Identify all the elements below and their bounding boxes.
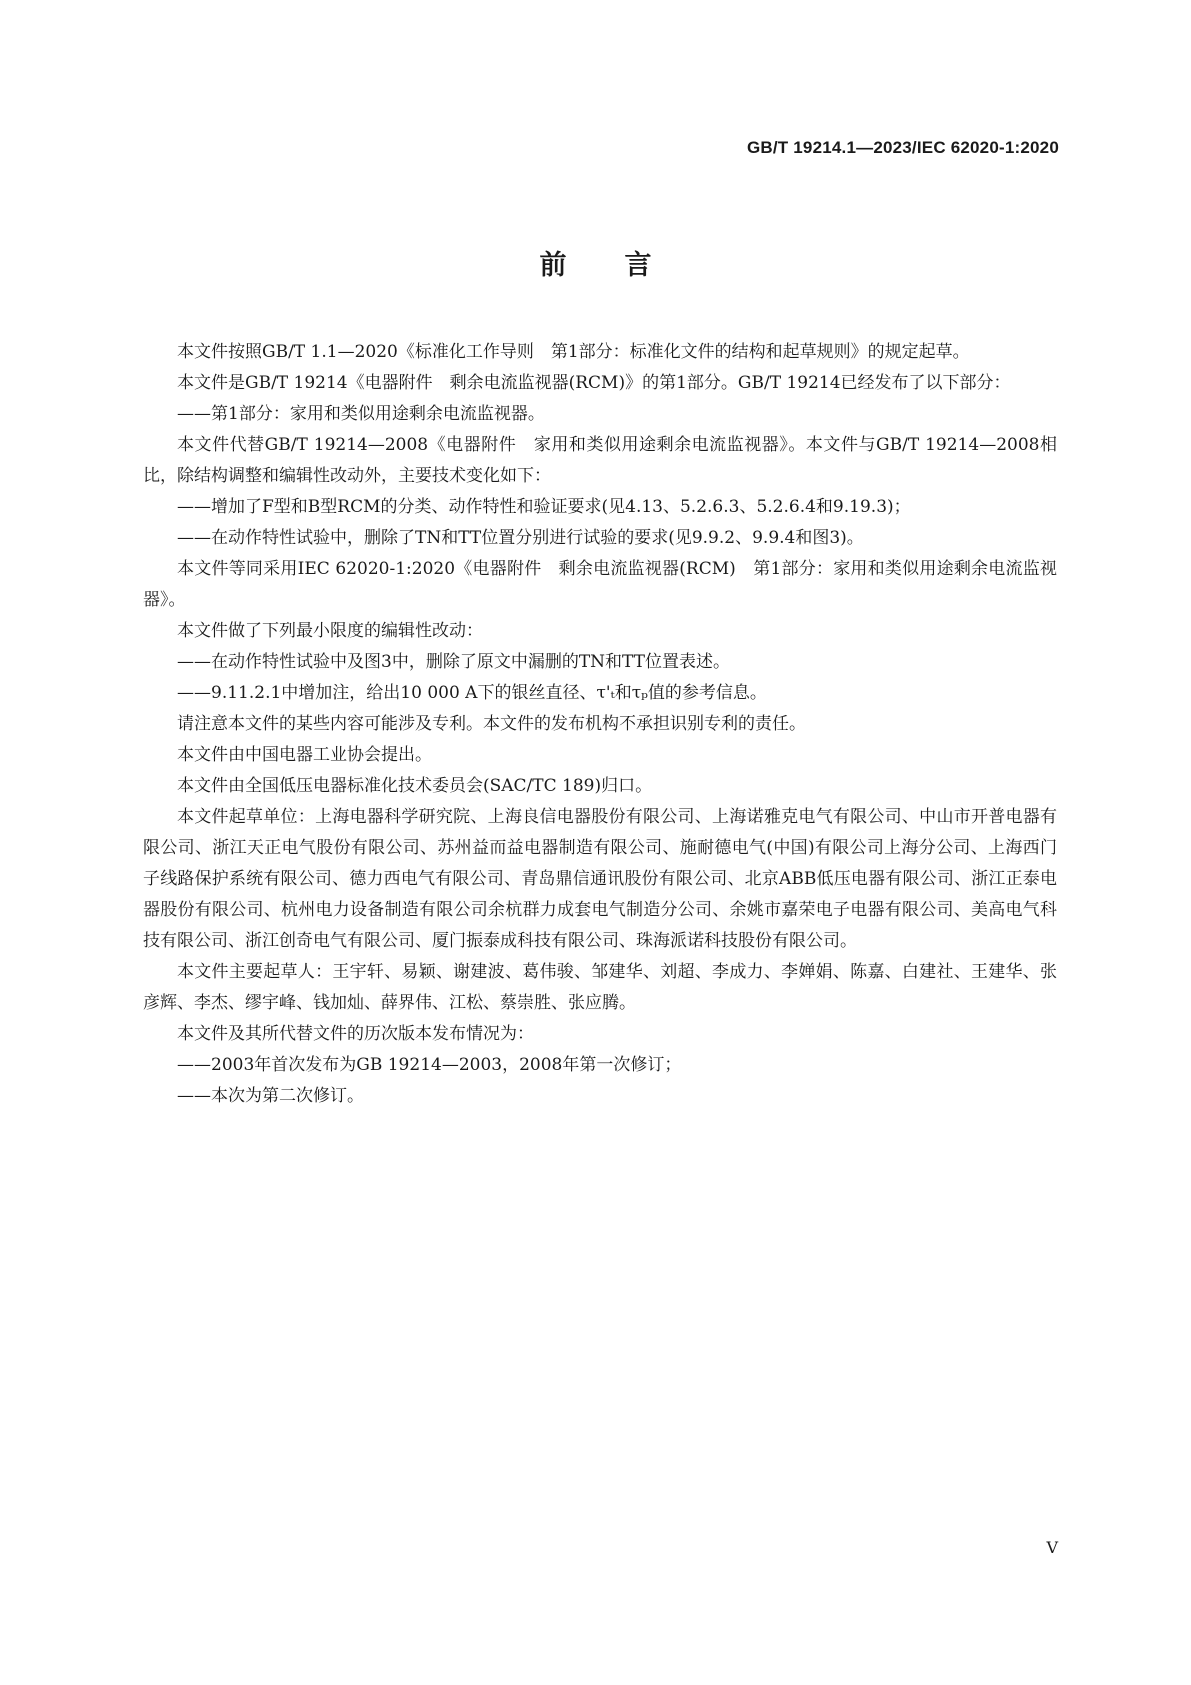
paragraph: 本文件由全国低压电器标准化技术委员会(SAC/TC 189)归口。: [177, 776, 653, 796]
paragraph: 本文件及其所代替文件的历次版本发布情况为：: [177, 1024, 534, 1044]
paragraph: 本文件主要起草人：王宇轩、易颖、谢建波、葛伟骏、邹建华、刘超、李成力、李婵娟、陈嘉、白建社、王建华、张彦辉、李杰、缪宇峰、钱加灿、薛界伟、江松、蔡崇胜、张应腾。: [143, 962, 1057, 1013]
paragraph: 本文件由中国电器工业协会提出。: [177, 745, 432, 765]
list-item: ——在动作特性试验中及图3中，删除了原文中漏删的TN和TT位置表述。: [177, 652, 731, 672]
paragraph: 请注意本文件的某些内容可能涉及专利。本文件的发布机构不承担识别专利的责任。: [177, 714, 806, 734]
paragraph: 本文件代替GB/T 19214—2008《电器附件 家用和类似用途剩余电流监视器》。本文件与GB/T 19214—2008相比，除结构调整和编辑性改动外，主要技术变化如下：: [143, 435, 1057, 486]
paragraph: 本文件等同采用IEC 62020-1:2020《电器附件 剩余电流监视器(RCM) 第1部分：家用和类似用途剩余电流监视器》。: [143, 559, 1057, 610]
foreword-body: [143, 337, 1057, 1112]
list-item: ——第1部分：家用和类似用途剩余电流监视器。: [177, 404, 545, 424]
page-title: 前言: [539, 250, 710, 281]
list-item: ——增加了F型和B型RCM的分类、动作特性和验证要求(见4.13、5.2.6.3、5.2.6.4和9.19.3)；: [177, 497, 911, 517]
list-item: ——在动作特性试验中，删除了TN和TT位置分别进行试验的要求(见9.9.2、9.9.4和图3)。: [177, 528, 864, 548]
document-code: GB/T 19214.1—2023/IEC 62020-1:2020: [746, 138, 1059, 157]
list-item: ——2003年首次发布为GB 19214—2003，2008年第一次修订；: [177, 1055, 682, 1075]
paragraph: 本文件按照GB/T 1.1—2020《标准化工作导则 第1部分：标准化文件的结构和起草规则》的规定起草。: [177, 342, 970, 362]
page-number: V: [1046, 1538, 1058, 1557]
paragraph: 本文件做了下列最小限度的编辑性改动：: [177, 621, 483, 641]
list-item: ——本次为第二次修订。: [177, 1086, 364, 1106]
list-item: ——9.11.2.1中增加注，给出10 000 A下的银丝直径、τ'ₜ和τₚ值的参考信息。: [177, 683, 767, 703]
paragraph: 本文件是GB/T 19214《电器附件 剩余电流监视器(RCM)》的第1部分。GB/T 19214已经发布了以下部分：: [177, 373, 1011, 393]
paragraph: 本文件起草单位：上海电器科学研究院、上海良信电器股份有限公司、上海诺雅克电气有限公司、中山市开普电器有限公司、浙江天正电气股份有限公司、苏州益而益电器制造有限公司、施耐德电气(中国)有限公司上海分公司、上海西门子线路保护系统有限公司、德力西电气有限公司、青岛鼎信通讯股份有限公司、北京ABB低压电器有限公司、浙江正泰电器股份有限公司、杭州电力设备制造有限公司余杭群力成套电气制造分公司、余姚市嘉荣电子电器有限公司、美高电气科技有限公司、浙江创奇电气有限公司、厦门振泰成科技有限公司、珠海派诺科技股份有限公司。: [143, 807, 1057, 951]
